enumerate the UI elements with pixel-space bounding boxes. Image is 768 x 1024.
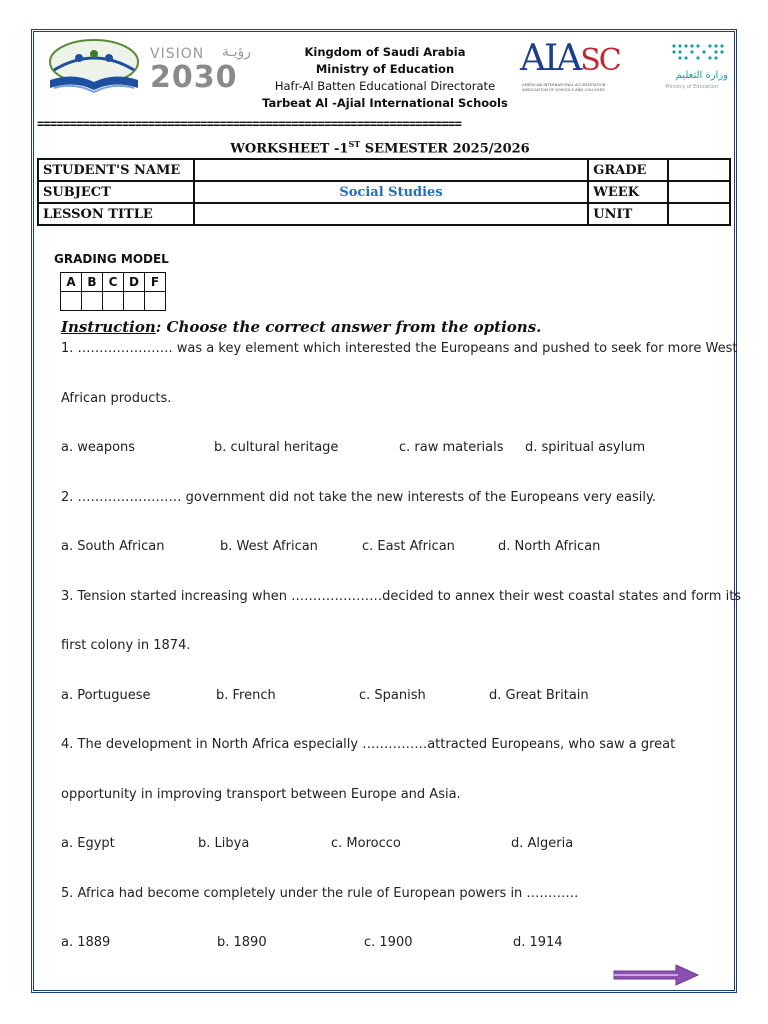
header-line-ministry: Ministry of Education [315, 62, 455, 76]
student-name-field[interactable] [194, 159, 589, 181]
week-field[interactable] [668, 181, 730, 203]
lesson-title-label: LESSON TITLE [38, 203, 194, 225]
grade-f: F [145, 273, 166, 292]
ministry-logo [640, 42, 730, 92]
q1-option-d[interactable]: d. spiritual asylum [525, 440, 646, 455]
grade-d: D [124, 273, 145, 292]
grade-c: C [103, 273, 124, 292]
table-row [61, 273, 166, 292]
table-row [38, 159, 730, 181]
vision-2030-logo [150, 44, 250, 100]
header-line-kingdom: Kingdom of Saudi Arabia [304, 45, 466, 59]
q3-option-a[interactable]: a. Portuguese [61, 688, 151, 703]
question-4-text: 4. The development in North Africa especially ……………attracted Europeans, who saw a great [61, 737, 676, 752]
ministry-arabic: وزارة التعليم [675, 70, 728, 81]
separator-line: ================================================================= [37, 117, 462, 131]
q5-option-b[interactable]: b. 1890 [217, 935, 267, 950]
grade-c-box[interactable] [103, 292, 124, 311]
arrow-right-icon[interactable] [612, 962, 702, 988]
q1-option-c[interactable]: c. raw materials [399, 440, 504, 455]
table-row [61, 292, 166, 311]
q5-option-d[interactable]: d. 1914 [513, 935, 563, 950]
q4-option-c[interactable]: c. Morocco [331, 836, 401, 851]
table-row [38, 203, 730, 225]
instruction [61, 318, 541, 336]
header-line-school: Tarbeat Al -Ajial International Schools [262, 96, 508, 110]
header-line-directorate: Hafr-Al Batten Educational Directorate [274, 79, 496, 93]
aiasc-caption: AMERICAN INTERNATIONAL ACCREDITATION ASSOCIATION OF SCHOOLS AND COLLEGES [522, 82, 606, 92]
question-1-text-cont: African products. [61, 391, 172, 406]
question-4-text-cont: opportunity in improving transport between Europe and Asia. [61, 787, 461, 802]
worksheet-title [180, 139, 580, 156]
q1-option-b[interactable]: b. cultural heritage [214, 440, 339, 455]
question-3-text: 3. Tension started increasing when …………………decided to annex their west coastal states and form its [61, 589, 742, 604]
worksheet-title-post: SEMESTER 2025/2026 [360, 141, 530, 157]
week-label: WEEK [588, 181, 668, 203]
q3-option-c[interactable]: c. Spanish [359, 688, 426, 703]
q3-option-d[interactable]: d. Great Britain [489, 688, 589, 703]
q2-option-b[interactable]: b. West African [220, 539, 318, 554]
aiasc-logo [520, 38, 630, 98]
school-logo-icon [44, 36, 144, 100]
question-1-text: 1. …………………. was a key element which interested the Europeans and pushed to seek for more West [61, 341, 738, 356]
grade-field[interactable] [668, 159, 730, 181]
unit-field[interactable] [668, 203, 730, 225]
vision-arabic: رؤيـة [222, 44, 252, 60]
aiasc-logo-text [520, 38, 620, 79]
q4-option-b[interactable]: b. Libya [198, 836, 250, 851]
grade-f-box[interactable] [145, 292, 166, 311]
vision-year: 2030 [150, 60, 238, 95]
q5-option-c[interactable]: c. 1900 [364, 935, 413, 950]
grade-b: B [82, 273, 103, 292]
ministry-english: Ministry of Education [665, 84, 718, 90]
grade-a-box[interactable] [61, 292, 82, 311]
lesson-title-field[interactable] [194, 203, 589, 225]
question-5-text: 5. Africa had become completely under the rule of European powers in ………… [61, 886, 579, 901]
instruction-text: : Choose the correct answer from the options. [155, 318, 542, 336]
aiasc-main: AIA [520, 38, 581, 79]
grading-table [60, 272, 166, 311]
table-row [38, 181, 730, 203]
grade-d-box[interactable] [124, 292, 145, 311]
grade-label: GRADE [588, 159, 668, 181]
question-3-text-cont: first colony in 1874. [61, 638, 191, 653]
q4-option-d[interactable]: d. Algeria [511, 836, 574, 851]
unit-label: UNIT [588, 203, 668, 225]
student-name-label: STUDENT'S NAME [38, 159, 194, 181]
grade-b-box[interactable] [82, 292, 103, 311]
q4-option-a[interactable]: a. Egypt [61, 836, 115, 851]
instruction-label: Instruction [61, 318, 156, 336]
q1-option-a[interactable]: a. weapons [61, 440, 136, 455]
aiasc-sc: SC [580, 43, 620, 78]
subject-label: SUBJECT [38, 181, 194, 203]
question-2-text: 2. …………………… government did not take the new interests of the Europeans very easily. [61, 490, 656, 505]
worksheet-title-sup: ST [348, 139, 361, 149]
q3-option-b[interactable]: b. French [216, 688, 276, 703]
q2-option-d[interactable]: d. North African [498, 539, 601, 554]
student-info-table [37, 158, 731, 226]
vision-label: VISION [150, 46, 205, 62]
q2-option-a[interactable]: a. South African [61, 539, 165, 554]
ministry-dots-icon [670, 42, 726, 60]
q5-option-a[interactable]: a. 1889 [61, 935, 111, 950]
subject-value: Social Studies [194, 181, 589, 203]
header-text [260, 44, 510, 112]
grade-a: A [61, 273, 82, 292]
grading-model-title: GRADING MODEL [54, 252, 169, 266]
q2-option-c[interactable]: c. East African [362, 539, 455, 554]
worksheet-title-pre: WORKSHEET -1 [230, 141, 349, 157]
